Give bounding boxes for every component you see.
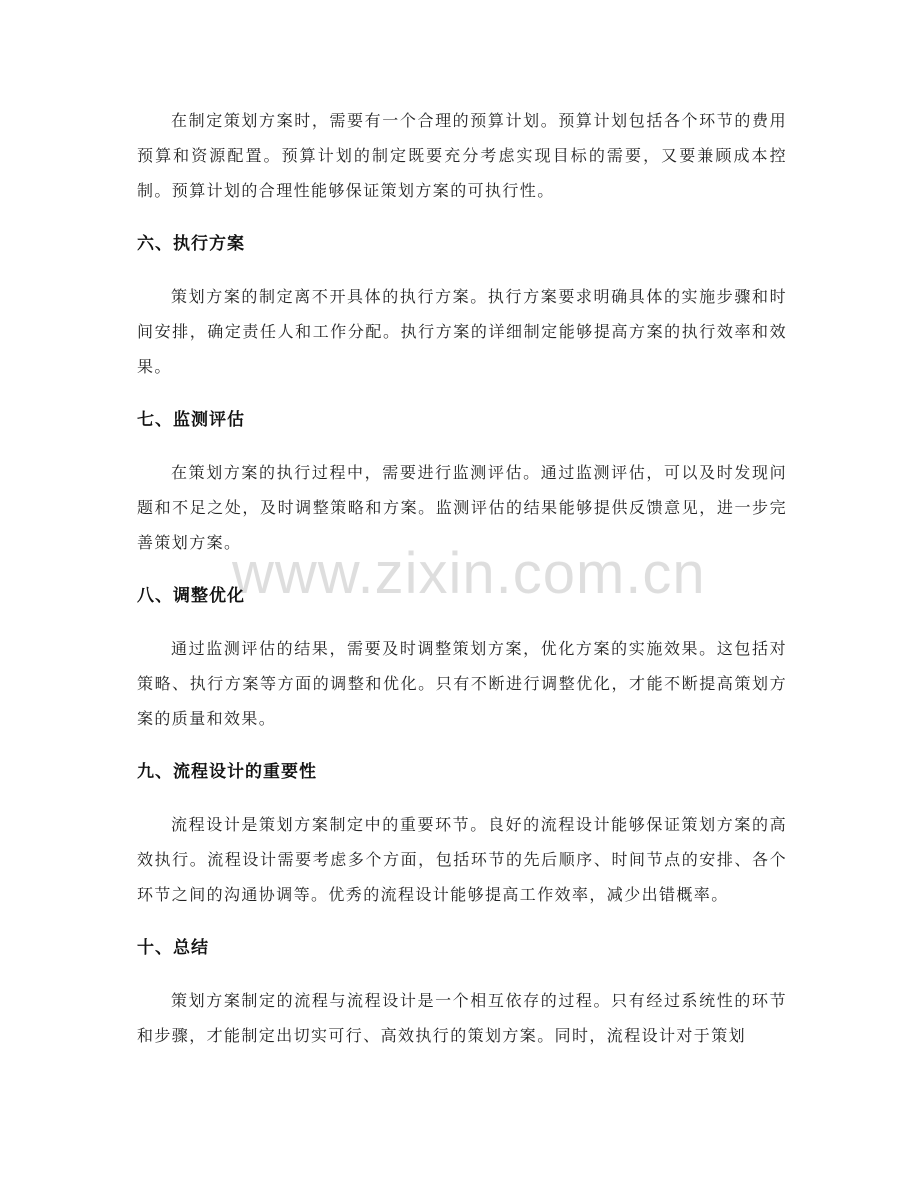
section-heading-9: 九、流程设计的重要性 [137,762,317,782]
section-heading-6: 六、执行方案 [137,234,245,254]
section-paragraph-8: 通过监测评估的结果，需要及时调整策划方案，优化方案的实施效果。这包括对策略、执行方案等方面的调整和优化。只有不断进行调整优化，才能不断提高策划方案的质量和效果。 [137,639,787,728]
document-body [137,103,787,1053]
section-paragraph-10: 策划方案制定的流程与流程设计是一个相互依存的过程。只有经过系统性的环节和步骤，才能制定出切实可行、高效执行的策划方案。同时，流程设计对于策划 [137,991,787,1045]
watermark: www.zixin.com.cn [232,541,706,606]
section-paragraph-6: 策划方案的制定离不开具体的执行方案。执行方案要求明确具体的实施步骤和时间安排，确定责任人和工作分配。执行方案的详细制定能够提高方案的执行效率和效果。 [137,287,787,376]
section-heading-10: 十、总结 [137,938,209,958]
section-heading-8: 八、调整优化 [137,586,245,606]
section-paragraph-9: 流程设计是策划方案制定中的重要环节。良好的流程设计能够保证策划方案的高效执行。流程设计需要考虑多个方面，包括环节的先后顺序、时间节点的安排、各个环节之间的沟通协调等。优秀的流程设计能够提高工作效率，减少出错概率。 [137,815,787,904]
section-paragraph-7: 在策划方案的执行过程中，需要进行监测评估。通过监测评估，可以及时发现问题和不足之处，及时调整策略和方案。监测评估的结果能够提供反馈意见，进一步完善策划方案。 [137,463,787,552]
intro-paragraph: 在制定策划方案时，需要有一个合理的预算计划。预算计划包括各个环节的费用预算和资源配置。预算计划的制定既要充分考虑实现目标的需要，又要兼顾成本控制。预算计划的合理性能够保证策划方案的可执行性。 [137,111,787,200]
section-heading-7: 七、监测评估 [137,410,245,430]
